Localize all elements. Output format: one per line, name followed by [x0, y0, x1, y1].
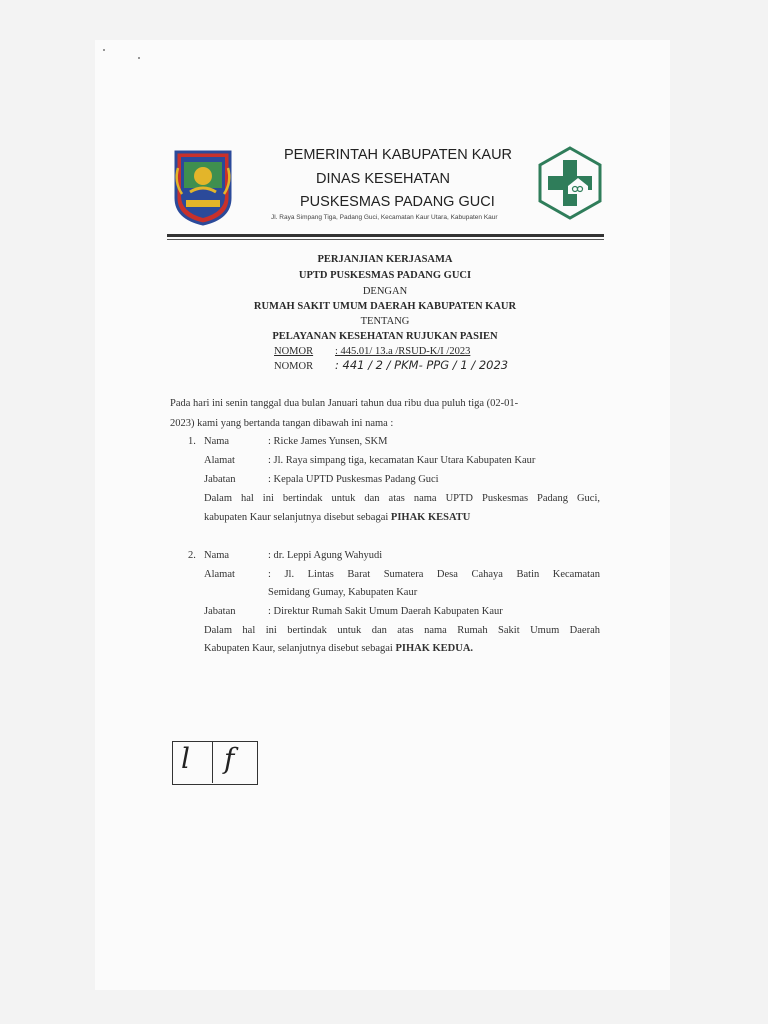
nomor-value-2-handwritten: : 441 / 2 / PKM- PPG / 1 / 2023	[335, 358, 509, 372]
party2-number: 2.	[188, 550, 196, 561]
party2-jabatan: : Direktur Rumah Sakit Umum Daerah Kabupaten Kaur	[268, 606, 503, 617]
party1-jabatan-label: Jabatan	[204, 474, 236, 485]
title-party1: UPTD PUSKESMAS PADANG GUCI	[298, 270, 472, 281]
title-tentang: TENTANG	[360, 316, 410, 327]
scan-speck	[103, 49, 105, 51]
party1-jabatan: : Kepala UPTD Puskesmas Padang Guci	[268, 474, 439, 485]
party2-desc-line-1: Dalam hal ini bertindak untuk dan atas nama Rumah Sakit Umum Daerah	[204, 625, 600, 636]
paraf-initial-2: f	[224, 742, 235, 775]
puskesmas-logo-icon	[538, 146, 602, 220]
party2-nama-label: Nama	[204, 550, 230, 561]
header-department: DINAS KESEHATAN	[316, 171, 451, 187]
party1-nama: : Ricke James Yunsen, SKM	[268, 436, 388, 447]
intro-line-2: 2023) kami yang bertanda tangan dibawah ini nama :	[170, 418, 394, 429]
party1-alamat: : Jl. Raya simpang tiga, kecamatan Kaur Utara Kabupaten Kaur	[268, 455, 536, 466]
header-address: Jl. Raya Simpang Tiga, Padang Guci, Kecamatan Kaur Utara, Kabupaten Kaur	[271, 214, 498, 221]
party2-alamat-line-2: Semidang Gumay, Kabupaten Kaur	[268, 587, 418, 598]
header-puskesmas: PUSKESMAS PADANG GUCI	[300, 194, 495, 210]
party2-role: PIHAK KEDUA.	[395, 643, 474, 654]
kabupaten-kaur-emblem-icon	[172, 148, 234, 226]
title-dengan: DENGAN	[362, 286, 408, 297]
paraf-initial-1: l	[181, 742, 190, 775]
party2-jabatan-label: Jabatan	[204, 606, 236, 617]
title-subject: PELAYANAN KESEHATAN RUJUKAN PASIEN	[272, 331, 498, 342]
party2-nama: : dr. Leppi Agung Wahyudi	[268, 550, 383, 561]
party1-role: PIHAK KESATU	[390, 512, 471, 523]
party1-desc-line-1: Dalam hal ini bertindak untuk dan atas nama UPTD Puskesmas Padang Guci,	[204, 493, 600, 504]
party1-alamat-label: Alamat	[204, 455, 235, 466]
party1-desc-line-2: kabupaten Kaur selanjutnya disebut sebagai PIHAK KESATU	[204, 512, 471, 523]
nomor-value-1: : 445.01/ 13.a /RSUD-K/I /2023	[335, 346, 471, 357]
scan-speck	[138, 57, 140, 59]
nomor-label-1: NOMOR	[274, 346, 314, 357]
header-government: PEMERINTAH KABUPATEN KAUR	[284, 147, 513, 163]
party1-number: 1.	[188, 436, 196, 447]
party2-alamat-label: Alamat	[204, 569, 235, 580]
paraf-divider	[212, 741, 213, 783]
party2-alamat-line-1: : Jl. Lintas Barat Sumatera Desa Cahaya Batin Kecamatan	[268, 569, 600, 580]
party2-desc-line-2: Kabupaten Kaur, selanjutnya disebut sebagai PIHAK KEDUA.	[204, 643, 474, 654]
nomor-label-2: NOMOR	[274, 361, 314, 372]
header-divider-thin	[167, 239, 604, 240]
header-divider-thick	[167, 234, 604, 237]
title-party2: RUMAH SAKIT UMUM DAERAH KABUPATEN KAUR	[253, 301, 517, 312]
title-agreement: PERJANJIAN KERJASAMA	[317, 254, 453, 265]
intro-line-1: Pada hari ini senin tanggal dua bulan Januari tahun dua ribu dua puluh tiga (02-01-	[170, 398, 519, 409]
party1-nama-label: Nama	[204, 436, 230, 447]
